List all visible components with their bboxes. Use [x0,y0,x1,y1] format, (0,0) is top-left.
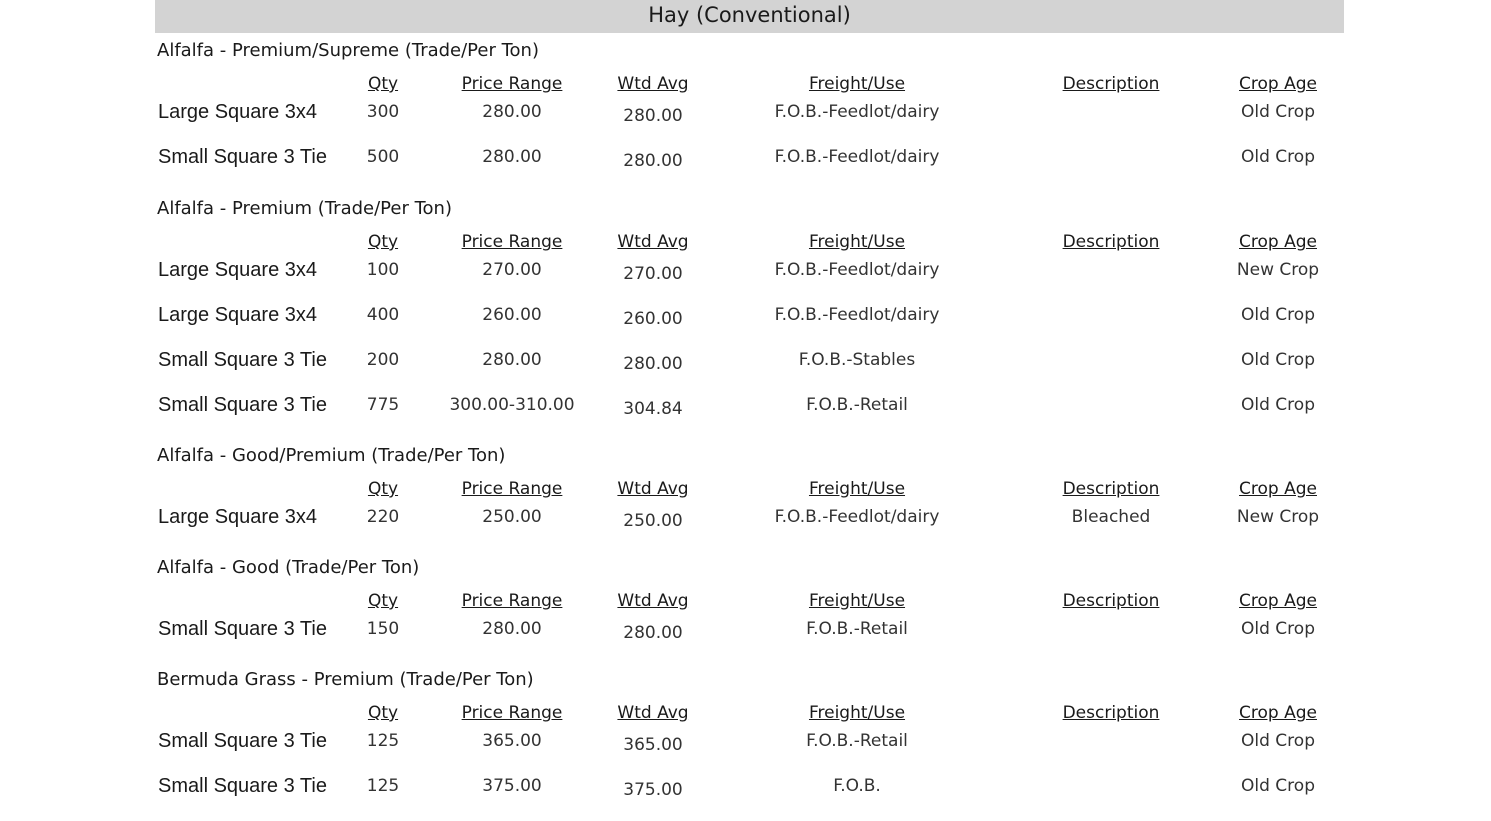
cell-price-range: 250.00 [482,507,542,527]
cell-qty: 775 [366,395,400,415]
row-type: Small Square 3 Tie [158,394,327,416]
cell-wtd-avg: 280.00 [623,354,683,374]
cell-freight-use: F.O.B.-Retail [806,731,908,751]
cell-wtd-avg: 270.00 [623,264,683,284]
row-type: Small Square 3 Tie [158,349,327,371]
cell-wtd-avg: 280.00 [623,151,683,171]
row-type: Small Square 3 Tie [158,146,327,168]
cell-crop-age: Old Crop [1241,731,1315,751]
cell-price-range: 280.00 [482,350,542,370]
column-header-crop-age: Crop Age [1239,591,1317,611]
cell-crop-age: Old Crop [1241,305,1315,325]
column-header-wtd-avg: Wtd Avg [617,74,689,94]
column-header-description: Description [1062,703,1160,723]
column-header-freight-use: Freight/Use [808,591,906,611]
column-header-price-range: Price Range [461,74,563,94]
cell-qty: 100 [366,260,400,280]
section-heading: Alfalfa - Good/Premium (Trade/Per Ton) [157,445,506,466]
section-heading: Alfalfa - Premium/Supreme (Trade/Per Ton) [157,40,539,61]
cell-freight-use: F.O.B.-Feedlot/dairy [774,260,940,280]
cell-price-range: 300.00-310.00 [449,395,575,415]
section-heading: Alfalfa - Good (Trade/Per Ton) [157,557,420,578]
column-header-freight-use: Freight/Use [808,74,906,94]
column-header-wtd-avg: Wtd Avg [617,479,689,499]
cell-qty: 125 [366,776,400,796]
row-type: Small Square 3 Tie [158,775,327,797]
cell-freight-use: F.O.B.-Feedlot/dairy [774,102,940,122]
cell-description: Bleached [1071,507,1151,527]
column-header-freight-use: Freight/Use [808,479,906,499]
cell-crop-age: Old Crop [1241,147,1315,167]
column-header-freight-use: Freight/Use [808,703,906,723]
cell-price-range: 260.00 [482,305,542,325]
column-header-crop-age: Crop Age [1239,74,1317,94]
cell-qty: 300 [366,102,400,122]
cell-price-range: 280.00 [482,102,542,122]
column-header-wtd-avg: Wtd Avg [617,591,689,611]
column-header-price-range: Price Range [461,703,563,723]
cell-crop-age: New Crop [1236,260,1320,280]
column-header-qty: Qty [367,479,399,499]
row-type: Large Square 3x4 [158,304,318,326]
report-title: Hay (Conventional) [648,3,851,27]
row-type: Large Square 3x4 [158,101,318,123]
cell-price-range: 375.00 [482,776,542,796]
column-header-description: Description [1062,591,1160,611]
cell-price-range: 270.00 [482,260,542,280]
cell-qty: 125 [366,731,400,751]
cell-wtd-avg: 365.00 [623,735,683,755]
report-title-bar [155,0,1344,33]
section-heading: Bermuda Grass - Premium (Trade/Per Ton) [157,669,534,690]
column-header-description: Description [1062,479,1160,499]
row-type: Small Square 3 Tie [158,730,327,752]
cell-freight-use: F.O.B.-Retail [806,395,908,415]
cell-crop-age: Old Crop [1241,619,1315,639]
cell-wtd-avg: 250.00 [623,511,683,531]
cell-crop-age: New Crop [1236,507,1320,527]
cell-wtd-avg: 375.00 [623,780,683,800]
cell-wtd-avg: 304.84 [623,399,683,419]
row-type: Large Square 3x4 [158,259,318,281]
column-header-price-range: Price Range [461,479,563,499]
row-type: Large Square 3x4 [158,506,318,528]
cell-freight-use: F.O.B.-Feedlot/dairy [774,147,940,167]
column-header-qty: Qty [367,74,399,94]
cell-price-range: 280.00 [482,619,542,639]
column-header-freight-use: Freight/Use [808,232,906,252]
column-header-wtd-avg: Wtd Avg [617,232,689,252]
cell-qty: 200 [366,350,400,370]
cell-freight-use: F.O.B. [833,776,881,796]
column-header-qty: Qty [367,232,399,252]
column-header-price-range: Price Range [461,232,563,252]
cell-qty: 400 [366,305,400,325]
cell-freight-use: F.O.B.-Retail [806,619,908,639]
column-header-crop-age: Crop Age [1239,703,1317,723]
column-header-wtd-avg: Wtd Avg [617,703,689,723]
row-type: Small Square 3 Tie [158,618,327,640]
column-header-description: Description [1062,232,1160,252]
cell-crop-age: Old Crop [1241,776,1315,796]
cell-price-range: 280.00 [482,147,542,167]
column-header-price-range: Price Range [461,591,563,611]
cell-crop-age: Old Crop [1241,350,1315,370]
cell-freight-use: F.O.B.-Feedlot/dairy [774,305,940,325]
cell-qty: 220 [366,507,400,527]
section-heading: Alfalfa - Premium (Trade/Per Ton) [157,198,452,219]
cell-crop-age: Old Crop [1241,102,1315,122]
column-header-crop-age: Crop Age [1239,232,1317,252]
cell-crop-age: Old Crop [1241,395,1315,415]
column-header-qty: Qty [367,703,399,723]
cell-wtd-avg: 280.00 [623,106,683,126]
cell-wtd-avg: 260.00 [623,309,683,329]
column-header-qty: Qty [367,591,399,611]
cell-wtd-avg: 280.00 [623,623,683,643]
cell-freight-use: F.O.B.-Stables [798,350,916,370]
cell-qty: 500 [366,147,400,167]
cell-freight-use: F.O.B.-Feedlot/dairy [774,507,940,527]
cell-qty: 150 [366,619,400,639]
column-header-crop-age: Crop Age [1239,479,1317,499]
column-header-description: Description [1062,74,1160,94]
cell-price-range: 365.00 [482,731,542,751]
